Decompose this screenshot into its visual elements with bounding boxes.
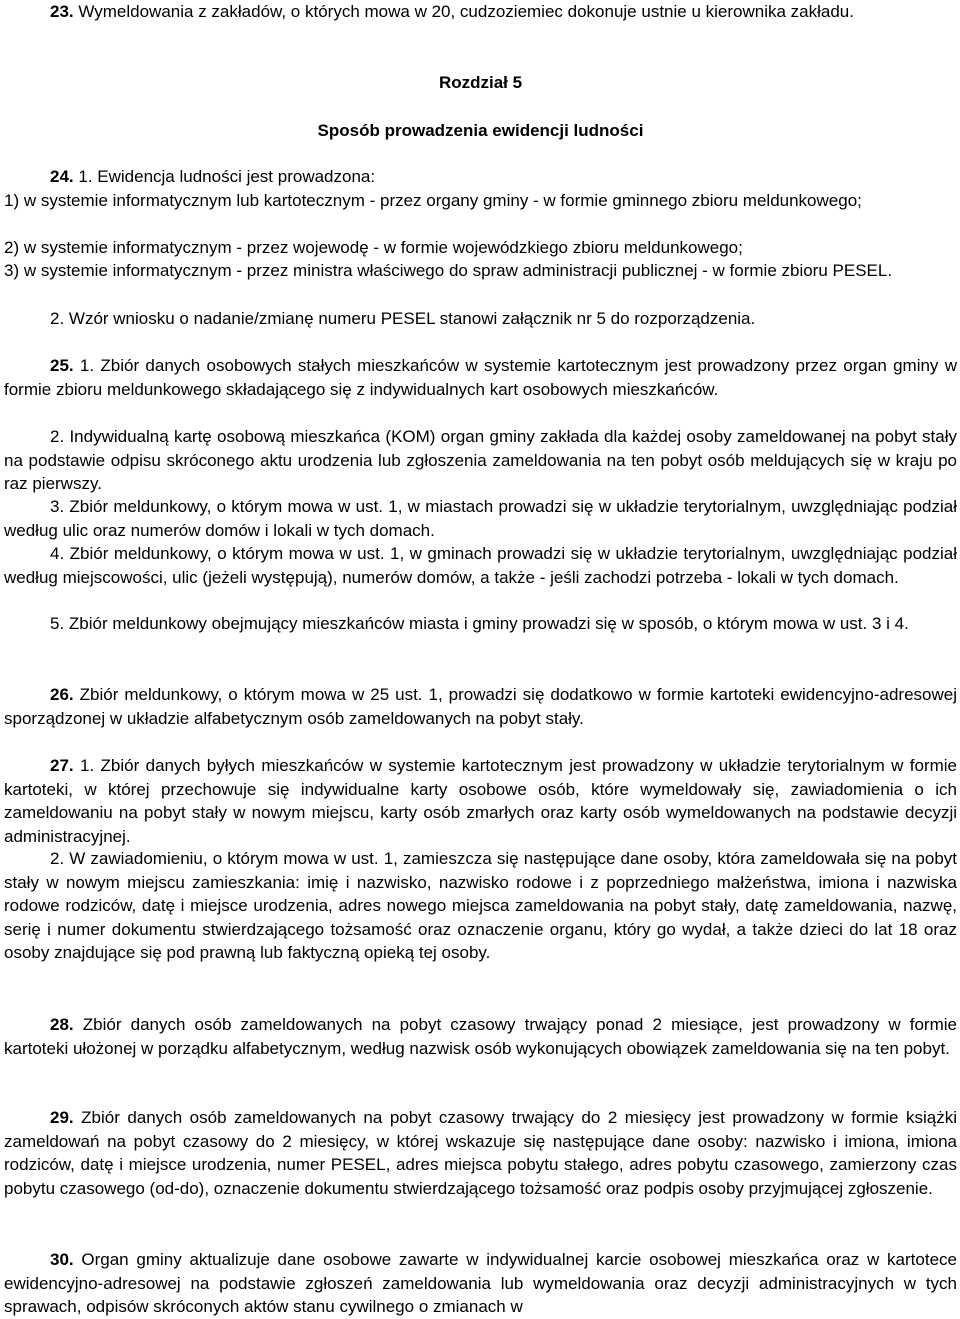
section-number: 23. — [50, 2, 74, 21]
paragraph-text: Zbiór meldunkowy, o którym mowa w 25 ust. 1, prowadzi się dodatkowo w formie kartoteki ewidencyjno-adresowej sporządzonej w układzie alfabetycznym osób zameldowanych na pobyt stały. — [4, 685, 957, 728]
paragraph-23 — [4, 0, 957, 24]
paragraph-text: 1. Zbiór danych byłych mieszkańców w systemie kartotecznym jest prowadzony w układzie terytorialnym w formie kartoteki, w której przechowuje się indywidualne karty osobowe osób, które wymeldowały się, zawiadomienia o ich zameldowaniu na pobyt stały w nowym miejscu, karty osób zmarłych oraz karty osób wymeldowanych na podstawie decyzji administracyjnej. — [4, 756, 957, 846]
paragraph-25-ust5: 5. Zbiór meldunkowy obejmujący mieszkańców miasta i gminy prowadzi się w sposób, o którym mowa w ust. 3 i 4. — [50, 614, 909, 633]
paragraph-25-ust4: 4. Zbiór meldunkowy, o którym mowa w ust. 1, w gminach prowadzi się w układzie terytorialnym, uwzględniając podział według miejscowości, ulic (jeżeli występują), numerów domów, a także - jeśli zachodzi potrzeba - lokali w tych domach. — [4, 544, 957, 587]
paragraph-29 — [4, 1106, 957, 1200]
paragraph-text: Wymeldowania z zakładów, o których mowa w 20, cudzoziemiec dokonuje ustnie u kierownika zakładu. — [73, 2, 854, 21]
paragraph-24-intro — [4, 165, 957, 189]
chapter-subtitle: Sposób prowadzenia ewidencji ludności — [317, 121, 644, 140]
paragraph-text: Zbiór danych osób zameldowanych na pobyt czasowy trwający do 2 miesięcy jest prowadzony w formie książki zameldowań na pobyt czasowy do 2 miesięcy, w której wskazuje się następujące dane osoby: nazwisko i imiona, imiona rodziców, datę i miejsce urodzenia, numer PESEL, adres miejsca pobytu stałego, adres pobytu czasowego, zamierzony czas pobytu czasowego (od-do), oznaczenie dokumentu stwierdzającego tożsamość oraz podpis osoby przyjmującej zgłoszenie. — [4, 1108, 957, 1198]
paragraph-text: Zbiór danych osób zameldowanych na pobyt czasowy trwający ponad 2 miesiące, jest prowadzony w formie kartoteki ułożonej w porządku alfabetycznym, według nazwisk osób wykonujących obowiązek zameldowania się na ten pobyt. — [4, 1015, 957, 1058]
paragraph-text: Organ gminy aktualizuje dane osobowe zawarte w indywidualnej karcie osobowej mieszkańca oraz w kartotece ewidencyjno-adresowej na podstawie zgłoszeń zameldowania lub wymeldowania oraz decyzji administracyjnych w tych sprawach, odpisów skróconych aktów stanu cywilnego o zmianach w — [4, 1250, 957, 1317]
paragraph-25-ust2: 2. Indywidualną kartę osobową mieszkańca (KOM) organ gminy zakłada dla każdej osoby zameldowanej na pobyt stały na podstawie odpisu skróconego aktu urodzenia lub zgłoszenia zameldowania na ten pobyt osób meldujących się w kraju po raz pierwszy. — [4, 427, 957, 494]
paragraph-26 — [4, 683, 957, 730]
section-number: 24. — [50, 167, 74, 186]
section-number: 27. — [50, 756, 74, 775]
paragraph-27-ust2: 2. W zawiadomieniu, o którym mowa w ust. 1, zamieszcza się następujące dane osoby, która zameldowała się na pobyt stały w nowym miejscu zamieszkania: imię i nazwisko, nazwisko rodowe i z poprzedniego małżeństwa, imiona i nazwiska rodowe rodziców, datę i miejsce urodzenia, adres nowego miejsca zameldowania na pobyt stały, datę zameldowania, nazwę, serię i numer dokumentu stwierdzającego tożsamość oraz oznaczenie organu, który go wydał, a także dzieci do lat 18 oraz osoby znajdujące się pod prawną lub faktyczną opieką tej osoby. — [4, 849, 957, 963]
chapter-title: Rozdział 5 — [438, 73, 523, 92]
paragraph-25-ust3: 3. Zbiór meldunkowy, o którym mowa w ust. 1, w miastach prowadzi się w układzie terytorialnym, uwzględniając podział według ulic oraz numerów domów i lokali w tych domach. — [4, 497, 957, 540]
paragraph-27-ust1 — [4, 754, 957, 848]
list-item: 3) w systemie informatycznym - przez ministra właściwego do spraw administracji publicznej - w formie zbioru PESEL. — [4, 261, 893, 280]
section-number: 30. — [50, 1250, 74, 1269]
section-number: 28. — [50, 1015, 74, 1034]
paragraph-30 — [4, 1248, 957, 1319]
section-number: 26. — [50, 685, 74, 704]
paragraph-24-ust2: 2. Wzór wniosku o nadanie/zmianę numeru PESEL stanowi załącznik nr 5 do rozporządzenia. — [50, 309, 756, 328]
paragraph-28 — [4, 1013, 957, 1060]
list-item: 2) w systemie informatycznym - przez wojewodę - w formie wojewódzkiego zbioru meldunkowego; — [4, 238, 743, 257]
list-item: 1) w systemie informatycznym lub kartotecznym - przez organy gminy - w formie gminnego zbioru meldunkowego; — [4, 191, 862, 210]
paragraph-25-ust1 — [4, 354, 957, 401]
section-number: 29. — [50, 1108, 74, 1127]
section-number: 25. — [50, 356, 74, 375]
paragraph-text: 1. Ewidencja ludności jest prowadzona: — [73, 167, 376, 186]
paragraph-text: 1. Zbiór danych osobowych stałych mieszkańców w systemie kartotecznym jest prowadzony przez organ gminy w formie zbioru meldunkowego składającego się z indywidualnych kart osobowych mieszkańców. — [4, 356, 957, 399]
